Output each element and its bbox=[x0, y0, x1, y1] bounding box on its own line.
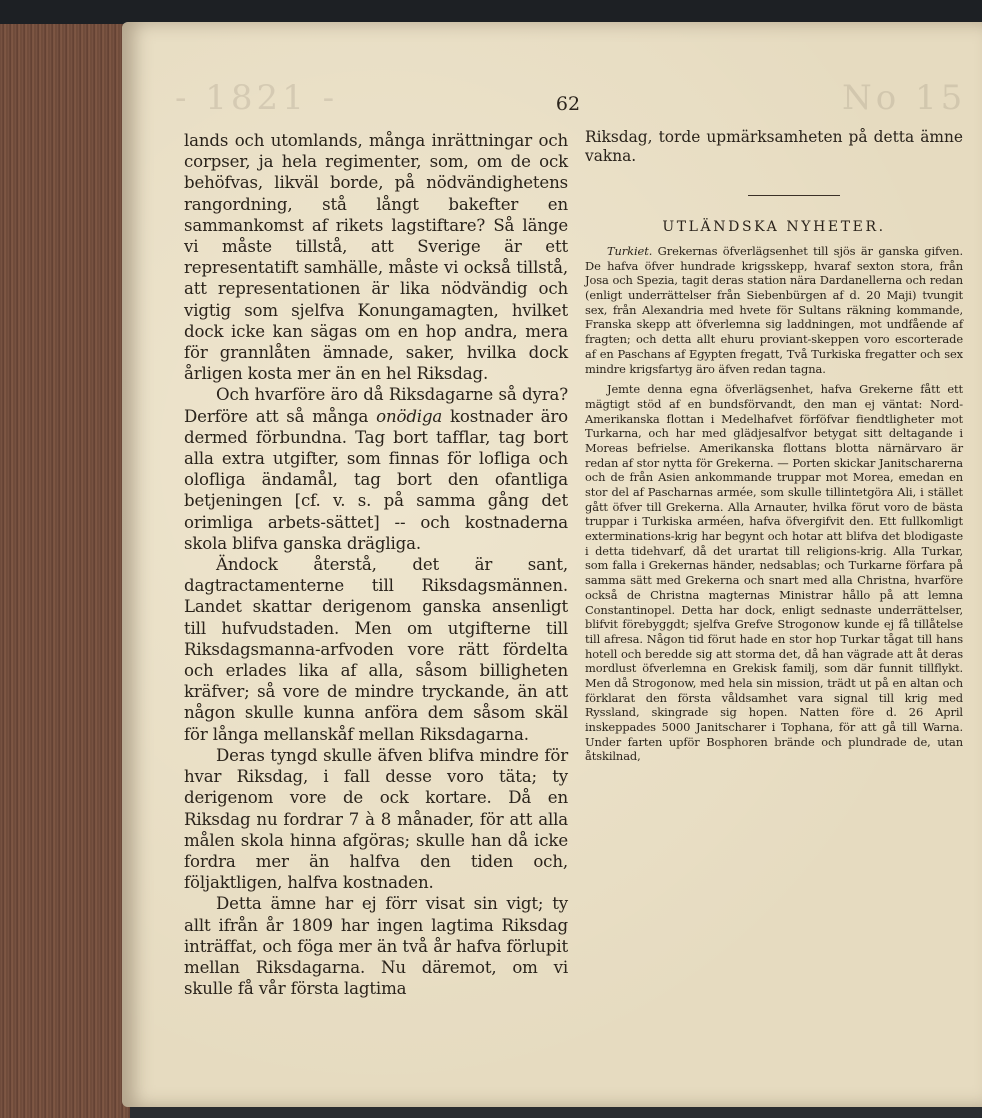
section-divider bbox=[748, 195, 840, 196]
right-column-opening bbox=[585, 128, 963, 166]
right-paragraph-2: Jemte denna egna öfverlägsenhet, hafva Grekerne fått ett mägtigt stöd af en bundsförvandt, den man ej väntat: Nord-Amerikanska flottan i Medelhafvet förföfvar fiendtligheter mot Turkarna, och har med glädjesalfvor betygat sitt deltagande i Moreas befrielse. Amerikanska flottans blotta närnärvaro är redan af stor nytta för Grekerna. — Porten skickar Janitscharerna och de från Asien ankommande truppar mot Morea, emedan en stor del af Pascharnas armée, som skulle tillintetgöra Ali, i stället gått öfver till Grekerna. Alla Arnauter, hvilka förut voro de bästa truppar i Turkiska arméen, hafva öfvergifvit den. Ett fullkomligt exterminations-krig har begynt och hotar att blifva det blodigaste i detta tidehvarf, då det urartat till religions-krig. Alla Turkar, som falla i Grekernas händer, nedsablas; och Turkarne förfara på samma sätt med Grekerna och snart med alla Christna, hvarföre också de Christna magternas Ministrar hållo på att lemna Constantinopel. Detta har dock, enligt sednaste underrättelser, blifvit förebyggdt; sjelfva Grefve Strogonow kunde ej få tillåtelse till afresa. Någon tid förut hade en stor hop Turkar tågat till hans hotell och beredde sig att storma det, då han vägrade att åt deras mordlust öfverlemna en Grekisk familj, som där funnit tillflykt. Men då Strogonow, med hela sin mission, trädt ut på en altan och förklarat den första våldsamhet vara signal till krig med Ryssland, skingrade sig hopen. Natten före d. 26 April inskeppades 5000 Janitscharer i Tophana, för att gå till Warna. Under farten upför Bosphoren brände och plundrade de, utan åtskilnad, bbox=[585, 382, 963, 764]
left-paragraph-2-start: Och hvarföre äro då Riksdagarne så dyra? Derföre att så många bbox=[184, 385, 568, 426]
lead-label-turkiet: Turkiet. bbox=[607, 244, 653, 258]
left-paragraph-1: lands och utomlands, många inrättningar och corpser, ja hela regimenter, som, om de ock behöfvas, likväl borde, på nödvändighetens rangordning, stå långt bakefter en sammankomst af rikets lagstiftare? Så länge vi måste tillstå, att Sverige är ett representatift samhälle, måste vi också tillstå, att representationen är lika nödvändig och vigtig som sjelfva Konungamagten, hvilket dock icke kan sägas om en hop andra, mera för grannlåten ämnade, saker, hvilka dock årligen kosta mer än en hel Riksdag. bbox=[184, 131, 568, 384]
left-column bbox=[184, 130, 568, 999]
bleed-through-right: No 15 bbox=[842, 78, 967, 118]
left-paragraph-5: Detta ämne har ej förr visat sin vigt; ty allt ifrån år 1809 har ingen lagtima Riksdag inträffat, och föga mer än två år hafva förlupit mellan Riksdagarna. Nu däremot, om vi skulle få vår första lagtima bbox=[184, 894, 568, 999]
page-number: 62 bbox=[555, 93, 581, 115]
left-paragraph-3: Ändock återstå, det är sant, dagtractamenterne till Riksdagsmännen. Landet skattar derigenom ganska ansenligt till hufvudstaden. Men om utgifterne till Riksdagsmanna-arfvoden vore rätt fördelta och erlades lika af alla, såsom billigheten kräfver; så vore de mindre tryckande, än att någon skulle kunna anföra dem såsom skäl för långa mellanskåf mellan Riksdagarna. bbox=[184, 555, 568, 744]
top-background bbox=[0, 0, 982, 24]
right-paragraph-1 bbox=[585, 244, 963, 376]
left-paragraph-4: Deras tyngd skulle äfven blifva mindre för hvar Riksdag, i fall desse voro täta; ty derigenom vore de ock kortare. Då en Riksdag nu fordrar 7 à 8 månader, för att alla målen skola hinna afgöras; skulle han då icke fordra mer än halfva den tiden och, följaktligen, halfva kostnaden. bbox=[184, 745, 568, 893]
right-paragraph-1-text: Grekernas öfverlägsenhet till sjös är ganska gifven. De hafva öfver hundrade krigsskepp, hvaraf sexton stora, från Josa och Spezia, tagit deras station nära Dardanellerna och redan (enligt underrättelser från Siebenbürgen af d. 20 Maji) tvungit sex, från Alexandria med hvete för Sultans räkning kommande, Franska skepp att öfverlemna sig laddningen, mot undfående af fragten; och detta allt ehuru proviant-skeppen voro escorterade af en Paschans af Egypten fregatt, Två Turkiska fregatter och sex mindre krigsfartyg äro äfven redan tagna. bbox=[585, 244, 963, 376]
section-heading: UTLÄNDSKA NYHETER. bbox=[662, 219, 886, 235]
right-opening-text: Riksdag, torde upmärksamheten på detta ämne vakna. bbox=[585, 128, 963, 165]
bleed-through-left: - 1821 - bbox=[175, 78, 339, 118]
emphasis-onodiga: onödiga bbox=[376, 406, 443, 426]
page-edges bbox=[0, 24, 130, 1118]
right-column bbox=[585, 244, 963, 764]
left-paragraph-2-end: kostnader äro dermed förbundna. Tag bort tafflar, tag bort alla extra utgifter, som finnas för lofliga och olofliga ändamål, tag bort den ofantliga betjeningen [cf. v. s. på samma gång det orimliga arbets-sättet] -- och kostnaderna skola blifva ganska drägliga. bbox=[184, 406, 568, 553]
left-paragraph-2 bbox=[184, 384, 568, 554]
